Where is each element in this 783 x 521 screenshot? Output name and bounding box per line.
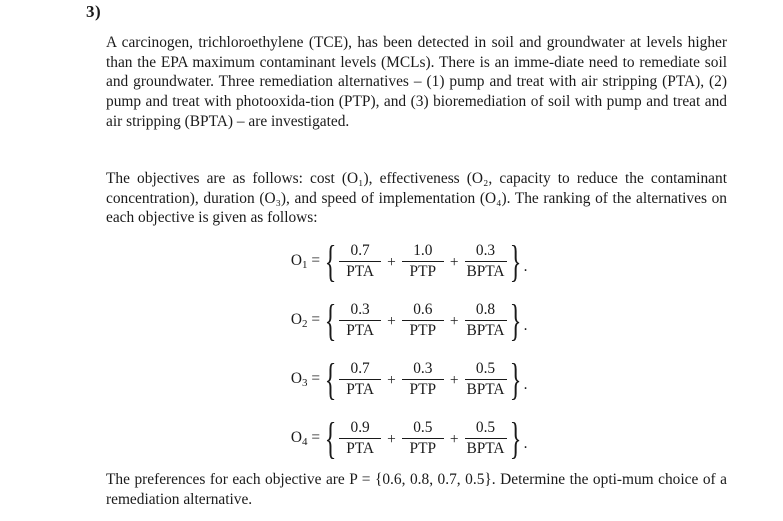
right-brace: } [509, 413, 521, 463]
plus-sign: + [449, 253, 459, 271]
ranking-equation [260, 291, 580, 350]
period: . [523, 375, 528, 393]
problem-number: 3) [86, 2, 102, 21]
fraction: $\frac{0.6}{\text{PTP}}$ [402, 301, 444, 340]
left-brace: { [324, 236, 337, 286]
fraction: $\frac{1.0}{\text{PTP}}$ [402, 242, 444, 281]
plus-sign: + [387, 371, 396, 389]
fraction: $\frac{0.8}{\text{BPTA}}$ [466, 301, 505, 339]
fraction: $\frac{0.3}{\text{BPTA}}$ [466, 242, 505, 280]
right-brace: } [509, 295, 521, 345]
fraction: $\frac{0.3}{\text{PTP}}$ [402, 360, 444, 399]
period: . [523, 434, 528, 452]
left-brace: { [324, 413, 337, 463]
plus-sign: + [387, 430, 396, 448]
ranking-equations [260, 232, 580, 468]
fraction: $\frac{0.7}{\text{PTA}}$ [339, 242, 381, 281]
plus-sign: + [387, 253, 396, 271]
equation-lhs: $O_2$ = [290, 311, 320, 330]
plus-sign: + [449, 430, 459, 448]
plus-sign: + [387, 312, 396, 330]
fraction: $\frac{0.5}{\text{PTP}}$ [402, 419, 444, 458]
objectives-paragraph: The objectives are as follows: cost (O₁), effectiveness (O₂, capacity to reduce the contaminant concentration), duration (O₃), and speed of implementation (O₄). The ranking of the alternatives on each objective is given as follows: [106, 170, 727, 227]
ranking-equation [260, 232, 580, 291]
equation-lhs: $O_1$ = [290, 252, 320, 271]
preferences-paragraph: The preferences for each objective are P = {0.6, 0.8, 0.7, 0.5}. Determine the opti-mum choice of a remediation alternative. [106, 471, 727, 508]
fraction: $\frac{0.5}{\text{BPTA}}$ [466, 419, 505, 457]
left-brace: { [324, 354, 337, 404]
right-brace: } [509, 236, 521, 286]
plus-sign: + [449, 371, 459, 389]
period: . [523, 316, 528, 334]
fraction: $\frac{0.7}{\text{PTA}}$ [339, 360, 381, 399]
period: . [523, 257, 528, 275]
ranking-equation [260, 350, 580, 409]
fraction: $\frac{0.9}{\text{PTA}}$ [339, 419, 381, 458]
fraction: $\frac{0.3}{\text{PTA}}$ [339, 301, 381, 340]
left-brace: { [324, 295, 337, 345]
fraction: $\frac{0.5}{\text{BPTA}}$ [466, 360, 505, 398]
right-brace: } [509, 354, 521, 404]
intro-paragraph: A carcinogen, trichloroethylene (TCE), has been detected in soil and groundwater at levels higher than the EPA maximum contaminant levels (MCLs). There is an imme-diate need to remediate soil and groundwater. Three remediation alternatives – (1) pump and treat with air stripping (PTA), (2) pump and treat with photooxida-tion (PTP), and (3) bioremediation of soil with pump and treat and air stripping (BPTA) – are investigated. [106, 34, 727, 130]
ranking-equation [260, 409, 580, 468]
plus-sign: + [449, 312, 459, 330]
equation-lhs: $O_3$ = [290, 370, 320, 389]
equation-lhs: $O_4$ = [290, 429, 320, 448]
